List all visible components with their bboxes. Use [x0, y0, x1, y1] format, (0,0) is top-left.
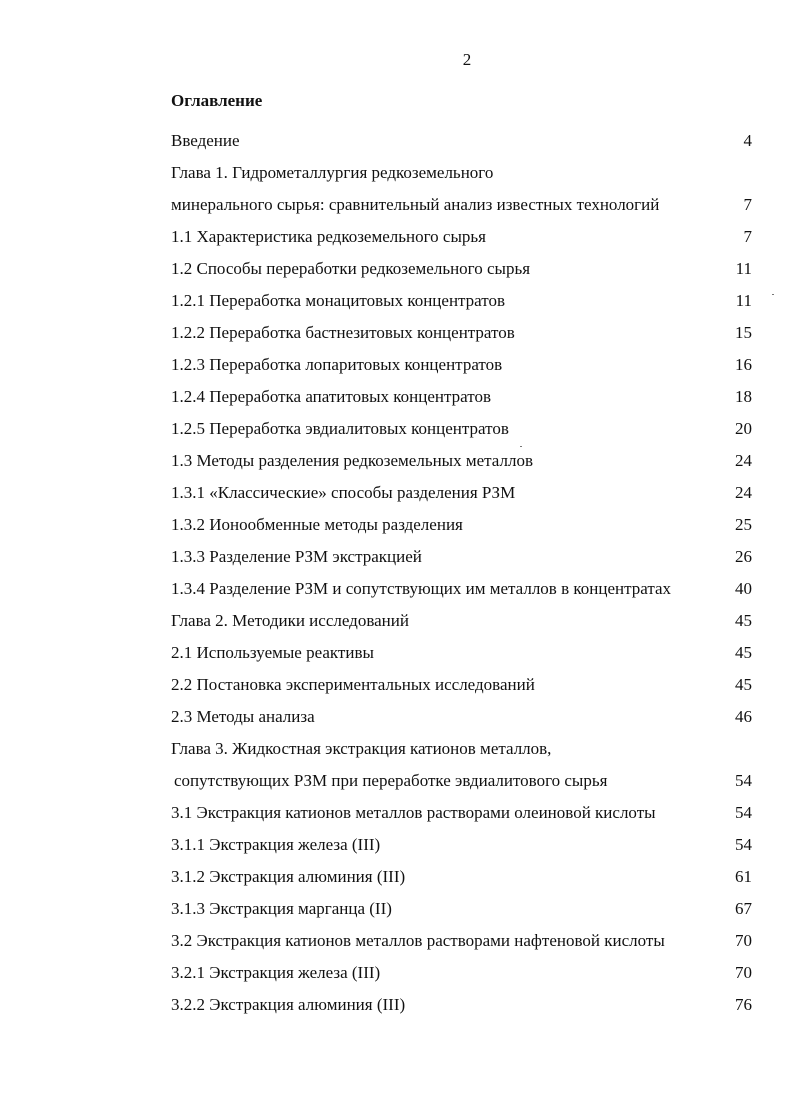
scan-artifact: [772, 294, 774, 295]
toc-entry: [171, 381, 754, 413]
toc-entry: [171, 349, 754, 381]
toc-entry-title: 3.1 Экстракция катионов металлов растворами олеиновой кислоты: [171, 803, 656, 822]
toc-entry: [171, 893, 754, 925]
toc-entry-page: 15: [735, 323, 752, 342]
toc-entry: [171, 989, 754, 1021]
toc-entry-page: 18: [735, 387, 752, 406]
toc-entry-title: Глава 2. Методики исследований: [171, 611, 409, 630]
toc-entry-title: 1.3.2 Ионообменные методы разделения: [171, 515, 463, 534]
toc-entry-title: 1.2 Способы переработки редкоземельного сырья: [171, 259, 531, 278]
toc-entry: [171, 125, 754, 157]
toc-entry: [171, 765, 754, 797]
toc-entry: [171, 253, 754, 285]
toc-entry-title: 1.3 Методы разделения редкоземельных металлов: [171, 451, 533, 470]
toc-title: Оглавление: [171, 91, 263, 110]
toc-entry-page: 16: [735, 355, 752, 374]
toc-entry-title: Глава 3. Жидкостная экстракция катионов металлов,: [171, 739, 552, 758]
toc-entry-page: 61: [735, 867, 752, 886]
toc-entry-page: 11: [735, 291, 752, 310]
toc-entry-title: 1.3.1 «Классические» способы разделения РЗМ: [171, 483, 516, 502]
toc-entry-title: 1.2.5 Переработка эвдиалитовых концентратов: [171, 419, 509, 438]
page-number: 2: [462, 50, 472, 69]
toc-entry-page: 24: [735, 451, 752, 470]
toc-entry-page: 45: [735, 675, 752, 694]
toc-entry-title: 2.1 Используемые реактивы: [171, 643, 374, 662]
toc-entry-page: 67: [735, 899, 752, 918]
toc-entry-page: 26: [735, 547, 752, 566]
toc-entry-title: 2.3 Методы анализа: [171, 707, 315, 726]
toc-entry: [171, 637, 754, 669]
toc-entry-page: 54: [735, 803, 752, 822]
toc-entry-title: 3.2 Экстракция катионов металлов растворами нафтеновой кислоты: [171, 931, 665, 950]
toc-entry: [171, 157, 754, 189]
toc-entry: [171, 189, 754, 221]
toc-entry-title: 1.2.4 Переработка апатитовых концентратов: [171, 387, 491, 406]
toc-entry: [171, 797, 754, 829]
toc-entry: [171, 861, 754, 893]
toc-entry: [171, 285, 754, 317]
toc-entry-page: 40: [735, 579, 752, 598]
toc-entry: [171, 733, 754, 765]
toc-entry: [171, 445, 754, 477]
toc-entry-page: 45: [735, 611, 752, 630]
toc-entry: [171, 573, 754, 605]
toc-entry-page: 4: [743, 131, 752, 150]
toc-entry: [171, 829, 754, 861]
toc-entry-title: 3.1.1 Экстракция железа (III): [171, 835, 381, 854]
toc-entry-page: 70: [735, 931, 752, 950]
toc-entry-page: 76: [735, 995, 752, 1014]
toc-entry-title: 3.2.1 Экстракция железа (III): [171, 963, 381, 982]
toc-entry-page: 7: [743, 227, 752, 246]
toc-entry: [171, 605, 754, 637]
toc-entry-title: 3.1.2 Экстракция алюминия (III): [171, 867, 406, 886]
toc-entry-title: 1.2.3 Переработка лопаритовых концентратов: [171, 355, 503, 374]
toc-entry-title: минерального сырья: сравнительный анализ известных технологий: [171, 195, 660, 214]
toc-entry-title: 2.2 Постановка экспериментальных исследований: [171, 675, 535, 694]
toc-entry-title: Глава 1. Гидрометаллургия редкоземельного: [171, 163, 494, 182]
toc-entry-title: 3.1.3 Экстракция марганца (II): [171, 899, 392, 918]
toc-entry: [171, 669, 754, 701]
toc-entry: [171, 925, 754, 957]
toc-entry: [171, 509, 754, 541]
toc-entry: [171, 957, 754, 989]
toc-entry: [171, 221, 754, 253]
toc-entry-page: 25: [735, 515, 752, 534]
toc-entry: [171, 541, 754, 573]
toc-entry-page: 54: [735, 771, 752, 790]
toc-entry: [171, 701, 754, 733]
toc-entry-title: 1.3.4 Разделение РЗМ и сопутствующих им металлов в концентратах: [171, 579, 672, 598]
toc-entry-page: 70: [735, 963, 752, 982]
toc-entry-page: 45: [735, 643, 752, 662]
toc-entry-page: 20: [735, 419, 752, 438]
toc-entry: [171, 413, 754, 445]
scan-artifact: [520, 446, 522, 447]
toc-entry-title: 1.3.3 Разделение РЗМ экстракцией: [171, 547, 422, 566]
toc-entry-page: 7: [743, 195, 752, 214]
toc-entry-page: 24: [735, 483, 752, 502]
table-of-contents: [171, 125, 754, 1021]
toc-entry-page: 54: [735, 835, 752, 854]
toc-entry: [171, 317, 754, 349]
toc-entry-page: 46: [735, 707, 752, 726]
toc-entry-title: Введение: [171, 131, 240, 150]
toc-entry-title: 1.2.1 Переработка монацитовых концентратов: [171, 291, 506, 310]
toc-entry-page: 11: [735, 259, 752, 278]
toc-entry: [171, 477, 754, 509]
toc-entry-title: 1.2.2 Переработка бастнезитовых концентратов: [171, 323, 515, 342]
toc-entry-title: сопутствующих РЗМ при переработке эвдиалитового сырья: [174, 771, 608, 790]
toc-entry-title: 3.2.2 Экстракция алюминия (III): [171, 995, 406, 1014]
toc-entry-title: 1.1 Характеристика редкоземельного сырья: [171, 227, 486, 246]
